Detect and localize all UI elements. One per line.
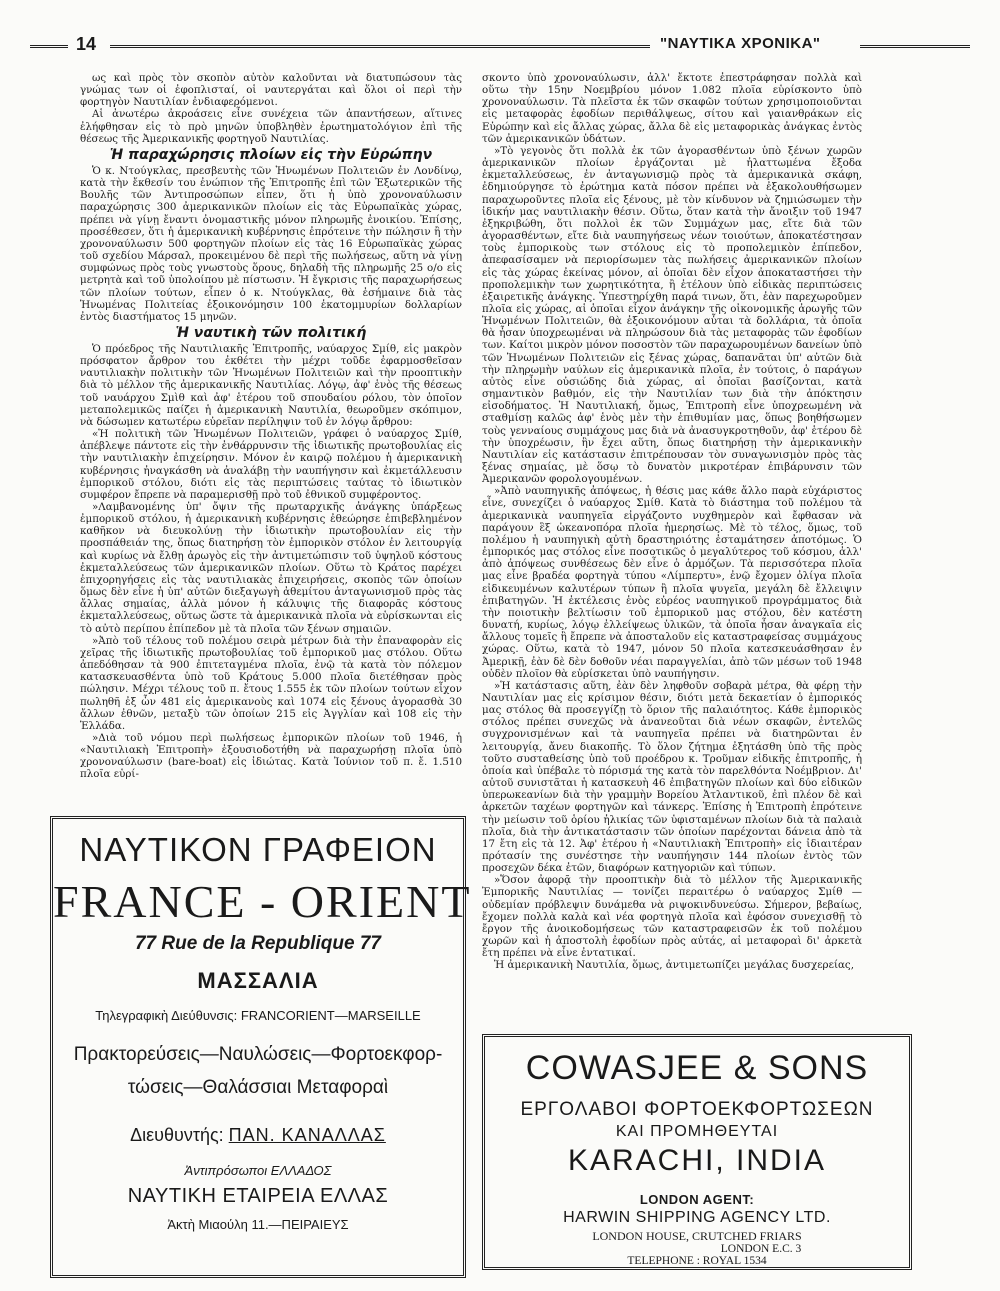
ad-title: ΝΑΥΤΙΚΟΝ ΓΡΑΦΕΙΟΝ [79, 831, 437, 868]
article-paragraph: »Ἡ κατάστασις αὕτη, ἐὰν δὲν ληφθοῦν σοβαρὰ μέτρα, θὰ φέρῃ τὴν Ναυτιλίαν μας εἰς κρίσιμον θέσιν, διότι μετὰ δεκαετίαν ὁ ἐμπορικός μας στόλος θὰ προσεγγίζῃ τὸ ὅριον τῆς παλαιότητος. Κάθε ἐμπορικὸς στόλος πρέπει συνεχῶς νὰ ἀνανεοῦται διὰ νέων σκαφῶν, ἐντελῶς συγχρονισμένων καὶ τὰ ναυπηγεῖα πρέπει νὰ διατηρῶνται ἐν λειτουργίᾳ, ἄνευ διακοπῆς. Τὸ ὅλον ζήτημα ἐξητάσθη ὑπὸ τῆς πρὸς τοῦτο συσταθείσης ὑπὸ τοῦ προέδρου κ. Τροῦμαν εἰδικῆς ἐπιτροπῆς, ἡ ὁποία καὶ ὑπέβαλε τὸ πόρισμά της κατὰ τὸν παρελθόντα Νοέμβριον. Δι' αὐτοῦ συνιστᾶται ἡ κατασκευὴ 46 ἐπιβατηγῶν πλοίων καὶ δύο εἰδικῶν ὑπερωκεανίων διὰ τὴν γραμμὴν Βορείου Ἀτλαντικοῦ, ἐπὶ πλέον δὲ καὶ ἀρκετῶν ταχέων φορτηγῶν καὶ τάνκερς. Ἐπίσης ἡ Ἐπιτροπὴ ἐπρότεινε τὴν μείωσιν τοῦ ὁρίου ἡλικίας τῶν ὑφισταμένων πλοίων διὰ τὰ παλαιὰ πλοῖα, διὰ τὴν ἀντικατάστασιν τῶν ὁποίων παρέχονται δάνεια ἀπὸ τὰ 17 ἔτη εἰς τὰ 12. Ἀφ' ἑτέρου ἡ «Ναυτιλιακὴ Ἐπιτροπὴ» εἰς ἰδιαιτέραν πρότασίν της συνέστησε τὴν ναυπήγησιν 144 πλοίων ἐντὸς τῶν προσεχῶν δέκα ἐτῶν, διαφόρων κατηγοριῶν καὶ τύπων. [482, 679, 862, 875]
article-paragraph: »Τὸ γεγονὸς ὅτι πολλὰ ἐκ τῶν ἀγορασθέντων ὑπὸ ξένων χωρῶν ἀμερικανικῶν πλοίων ἐργάζονται μὲ ἠλαττωμένα ἔξοδα ἐκμεταλλεύσεως, ἐν ἀνταγωνισμῷ πρὸς τὰ ἀμερικανικὰ σκάφη, ἐδημιούργησε τὸ ἐρώτημα κατὰ πόσον πρέπει νὰ ἐξακολουθήσωμεν παραχωροῦντες πλοῖα εἰς ξένους, μὲ τὸν κίνδυνον νὰ ζημιώσωμεν τὴν ἰδικήν μας ναυτιλιακὴν θέσιν. Οὕτω, ὅταν κατὰ τὴν ἄνοιξιν τοῦ 1947 ἐξηκριβώθη, ὅτι πολλοὶ ἐκ τῶν Συμμάχων μας, εἴτε διὰ τῶν ἀγορασθέντων, εἴτε διὰ ναυπηγήσεως νέων τοιούτων, ἀποκατέστησαν τοὺς ἐμπορικοὺς των στόλους εἰς τὸ προπολεμικὸν ἐπίπεδον, ἀπεφασίσαμεν νὰ περιορίσωμεν τὰς πωλήσεις ἀμερικανικῶν πλοίων εἰς τὰς χώρας ἐκείνας μόνον, αἱ ὁποῖαι δὲν εἶχον ἀποκαταστήσει τὴν προπολεμικὴν των χωρητικότητα, ἢ ἑτέλουν ὑπὸ εἰδικὰς περιπτώσεις ἐξαιρετικῆς ἀνάγκης. Ὑπεστηρίχθη παρά τινων, ὅτι, ἐὰν παρεχωροῦμεν πλοῖα εἰς χώρας, αἱ ὁποῖαι εἶχον ἀνάγκην τῆς οἰκονομικῆς ἀρωγῆς τῶν Ἡνωμένων Πολιτειῶν, θὰ ἐξοικονόμουν αὗται τὰ δολλάρια, τὰ ὁποῖα θὰ ἦσαν ὑποχρεωμέναι νὰ πληρώσουν διὰ τὰς μεταφορὰς τῶν ἐφοδίων των. Καίτοι μικρὸν μόνον ποσοστὸν τῶν παραχωρουμένων δανείων ὑπὸ τῶν Ἡνωμένων Πολιτειῶν εἰς ξένας χώρας, δαπανᾶται ὑπ' αὐτῶν διὰ τὴν πληρωμὴν ναύλων εἰς ἀμερικανικὰ πλοῖα, ἐν τούτοις, ὁ παράγων αὐτὸς εἶνε οὐσιώδης διὰ χώρας, αἱ ὁποῖαι βασίζονται, κατὰ σημαντικὸν βαθμόν, εἰς τὴν Ναυτιλίαν των διὰ τὴν ἀπόκτησιν εἰσοδήματος. Ἡ Ναυτιλιακή, ὅμως, Ἐπιτροπὴ εἶνε ὑποχρεωμένη νὰ σταθμίσῃ καλῶς ἀφ' ἑνὸς μὲν τὴν ἐπιθυμίαν μας, ὅπως βοηθήσωμεν τοὺς γενναίους συμμάχους μας διὰ νὰ ἀνασυγκροτηθοῦν, ἀφ' ἑτέρου δὲ τὴν ὑποχρέωσιν, ἣν ἔχει αὕτη, ὅπως διατηρήσῃ τὴν ἀμερικανικὴν Ναυτιλίαν εἰς κατάστασιν ἐπιτρέπουσαν τὸν συναγωνισμὸν πρὸς τὰς ξένας σημαίας, μὲ ὅσῳ τὸ δυνατὸν μικροτέραν ἐπιβάρυνσιν τῶν Ἀμερικανῶν φορολογουμένων. [482, 144, 862, 486]
article-paragraph: Ὁ κ. Ντούγκλας, πρεσβευτὴς τῶν Ἡνωμένων Πολιτειῶν ἐν Λονδίνῳ, κατὰ τὴν ἔκθεσίν του ἐνώπιον τῆς Ἐπιτροπῆς ἐπὶ τῶν Ἐξωτερικῶν τῆς Βουλῆς τῶν Ἀντιπροσώπων εἶπεν, ὅτι ἡ ὑπὸ χρονοναύλωσιν παραχώρησις 300 ἀμερικανικῶν πλοίων εἰς τὰς Εὐρωπαϊκὰς χώρας, πρέπει νὰ γίνῃ ἔναντι ὀνομαστικῆς μόνον πληρωμῆς ἐνοικίου. Ἐπίσης, προσέθεσεν, ὅτι ἡ ἀμερικανικὴ κυβέρνησις ἐπρότεινε τὴν πώλησιν ἢ τὴν χρονοναύλωσιν 500 φορτηγῶν πλοίων εἰς τὰς 16 Εὐρωπαϊκὰς χώρας τοῦ σχεδίου Μάρσαλ, προκειμένου δὲ περὶ τῆς πωλήσεως, αὕτη νὰ γίνῃ συμφώνως πρὸς τοὺς γνωστοὺς ὅρους, δηλαδὴ τῆς πληρωμῆς 25 ο/ο εἰς μετρητὰ καὶ τοῦ ὑπολοίπου μὲ πίστωσιν. Ἡ ἔγκρισις τῆς παραχωρήσεως τῶν πλοίων τούτων, εἶπεν ὁ κ. Ντούγκλας, θὰ ἐσήμαινε διὰ τὰς Ἡνωμένας Πολιτείας ἐξοικονόμησιν 100 ἑκατομμυρίων δολλαρίων ἐντὸς διαστήματος 15 μηνῶν. [80, 164, 462, 323]
header-rule [30, 45, 68, 48]
telegraph-label: Τηλεγραφικὴ Διεύθυνσις: [95, 1008, 238, 1023]
page-number: 14 [76, 34, 97, 54]
article-paragraph: Αἱ ἀνωτέρω ἀκροάσεις εἶνε συνέχεια τῶν ἀπαντήσεων, αἵτινες ἐλήφθησαν εἰς τὸ πρὸ μηνῶν ὑποβληθὲν ἐρωτηματολόγιον ἐπὶ τῆς θέσεως τῆς Ἀμερικανικῆς φορτηγοῦ Ναυτιλίας. [80, 108, 462, 145]
ad-agency: HARWIN SHIPPING AGENCY LTD. [563, 1209, 831, 1226]
ad-services-line: Πρακτορεύσεις—Ναυλώσεις—Φορτοεκφορ- [73, 1044, 443, 1065]
ad-brand: FRANCE - ORIENT [53, 876, 472, 927]
article-paragraph: σκοντο ὑπὸ χρονοναύλωσιν, ἀλλ' ἔκτοτε ἐπεστράφησαν πολλὰ καὶ οὕτω τὴν 15ην Νοεμβρίου μόνον 1.082 πλοῖα εὑρίσκοντο ὑπὸ χρονοναύλωσιν. Τὰ πλεῖστα ἐκ τῶν σκαφῶν τούτων χρησιμοποιοῦνται εἰς μεταφορὰς ἐφοδίων περιθάλψεως, σίτου καὶ γαιανθράκων εἰς Εὐρώπην καὶ εἰς ἄλλας χώρας, ἄλλα δὲ εἰς μεταφορικὰς ἀνάγκας ἐντὸς τῶν ἀμερικανικῶν ὑδάτων. [482, 72, 862, 145]
section-heading: Ἡ ναυτικὴ τῶν πολιτική [175, 324, 367, 341]
article-paragraph: Ἡ ἀμερικανικὴ Ναυτιλία, ὅμως, ἀντιμετωπίζει μεγάλας δυσχερείας, [494, 959, 854, 972]
ad-agency-city: LONDON E.C. 3 [720, 1243, 802, 1255]
ad-director [53, 1125, 463, 1146]
ad-address: 77 Rue de la Republique 77 [134, 933, 382, 954]
ad-city: ΜΑΣΣΑΛΙΑ [197, 968, 319, 993]
ad-title: COWASJEE & SONS [525, 1049, 869, 1087]
article-paragraph: «Ἡ πολιτικὴ τῶν Ἡνωμένων Πολιτειῶν, γράφει ὁ ναύαρχος Σμίθ, ἀπέβλεψε πάντοτε εἰς τὴν ἐνθάρρυνσιν τῆς ἰδιωτικῆς πρωτοβουλίας εἰς τὴν ναυτιλιακὴν ἐπιχείρησιν. Μόνον ἐν καιρῷ πολέμου ἡ ἀμερικανικὴ κυβέρνησις ἠναγκάσθη νὰ ἀναλάβῃ τὴν ναυπήγησιν καὶ ἐκμετάλλευσιν ἐμπορικοῦ στόλου, διότι εἰς τὰς περιπτώσεις ταύτας τὸ ἰδιωτικὸν συμφέρον ἔπρεπε νὰ παραμερισθῇ πρὸ τοῦ ἐθνικοῦ συμφέροντος. [80, 428, 462, 501]
ad-agent-label: LONDON AGENT: [639, 1192, 755, 1207]
ad-subtitle: ΕΡΓΟΛΑΒΟΙ ΦΟΡΤΟΕΚΦΟΡΤΩΣΕΩΝ [520, 1099, 874, 1120]
article-paragraph: ως καὶ πρὸς τὸν σκοπὸν αὐτὸν καλοῦνται νὰ διατυπώσουν τὰς γνώμας των οἱ ἐφοπλισταί, οἱ ναυτεργάται καὶ ὅλοι οἱ περὶ τὴν φορτηγὸν Ναυτιλίαν ἐνδιαφερόμενοι. [80, 72, 462, 109]
director-label: Διευθυντής: [130, 1125, 224, 1145]
article-paragraph: »Διὰ τοῦ νόμου περὶ πωλήσεως ἐμπορικῶν πλοίων τοῦ 1946, ἡ «Ναυτιλιακὴ Ἐπιτροπὴ» ἐξουσιοδοτήθη νὰ παραχωρήσῃ πλοῖα ὑπὸ χρονοναύλωσιν (bare-boat) εἰς ἰδιώτας. Κατὰ Ἰούνιον τοῦ π. ἔ. 1.510 πλοῖα εὑρί- [80, 731, 462, 781]
article-paragraph: »Ὅσον ἀφορᾷ τὴν προοπτικὴν διὰ τὸ μέλλον τῆς Ἀμερικανικῆς Ἐμπορικῆς Ναυτιλίας — τονίζει περαιτέρω ὁ ναύαρχος Σμίθ — οὐδεμίαν πρόβλεψιν δυνάμεθα νὰ ριψοκινδυνεύσω. Σήμερον, βεβαίως, ἔχομεν πολλὰ καλὰ καὶ νέα φορτηγὰ πλοῖα καὶ ἐφόσον συνεχισθῇ τὸ ἔργον τῆς ἀνοικοδομήσεως τῶν καταστραφεισῶν ἐκ τοῦ πολέμου χωρῶν καὶ ἡ ἀποστολὴ ἐφοδίων πρὸς αὐτάς, αἱ μεταφοραὶ δι' ἀρκετὰ ἔτη πρέπει νὰ εἶνε ἐντατικαί. [482, 874, 862, 960]
header-rule [860, 45, 970, 48]
right-column [482, 72, 862, 972]
section-heading: Ἡ παραχώρησις πλοίων εἰς τὴν Εὐρώπην [109, 146, 433, 163]
ad-company: ΝΑΥΤΙΚΗ ΕΤΑΙΡΕΙΑ ΕΛΛΑΣ [127, 1185, 389, 1207]
ad-company-address: Ἀκτὴ Μιαούλη 11.—ΠΕΙΡΑΙΕΥΣ [167, 1217, 349, 1232]
ad-representatives: Ἀντιπρόσωποι ΕΛΛΑΔΟΣ [184, 1163, 332, 1178]
ad-telephone: TELEPHONE : ROYAL 1534 [627, 1255, 767, 1267]
telegraph-value: FRANCORIENT—MARSEILLE [240, 1008, 421, 1023]
article-paragraph: »Ἀπὸ ναυπηγικῆς ἀπόψεως, ἡ θέσις μας κάθε ἄλλο παρὰ εὐχάριστος εἶνε, συνεχίζει ὁ ναύαρχος Σμίθ. Κατὰ τὸ διάστημα τοῦ πολέμου τὰ ἀμερικανικὰ ναυπηγεῖα εἰργάζοντο νυχθημερὸν καὶ ἔφθασαν νὰ παράγουν ἓξ ὠκεανοπόρα πλοῖα ἡμερησίως. Μὲ τὸ τέλος, ὅμως, τοῦ πολέμου ἡ ναυπηγικὴ αὐτὴ δραστηριότης ἐσταμάτησεν ἀποτόμως. Ὁ ἐμπορικός μας στόλος εἶνε ποσοτικῶς ὁ μεγαλύτερος τοῦ κόσμου, ἀλλ' ἀπὸ ἀπόψεως συνθέσεως δὲν εἶνε ὁ ἁρμόζων. Τὰ περισσότερα πλοῖα μας εἶνε βραδέα φορτηγὰ τύπου «Λίμπερτυ», ἐνῷ ἔχομεν ὀλίγα πλοῖα εἰδικευμένων καλυτέρων τύπων ἢ πλοῖα ψυγεῖα, μεγάλη δὲ ἔλλειψιν ἐπιβατηγῶν. Ἡ ἐκτέλεσις ἑνὸς εὐρέος ναυπηγικοῦ προγράμματος διὰ τὴν ποιοτικὴν βελτίωσιν τοῦ ἐμπορικοῦ μας στόλου, δὲν κατέστη δυνατή, κυρίως, λόγῳ ἐλλείψεως ὑλικῶν, τὰ ὁποῖα ἦσαν ἀναγκαῖα εἰς ἄλλους τομεῖς ἢ ἔπρεπε νὰ ἀποσταλοῦν εἰς καταστραφείσας συμμάχους χώρας. Οὕτω, κατὰ τὸ 1947, μόνον 50 πλοῖα κατεσκευάσθησαν ἐν Ἀμερικῇ, ἐὰν δὲ δὲν δοθοῦν νέαι παραγγελίαι, ἀπὸ τῶν μέσων τοῦ 1948 οὐδὲν πλοῖον θὰ εὑρίσκεται ὑπὸ ναυπήγησιν. [482, 485, 862, 680]
director-name: ΠΑΝ. ΚΑΝΑΛΛΑΣ [228, 1125, 386, 1145]
page-header [30, 36, 970, 56]
article-paragraph: »Λαμβανομένης ὑπ' ὄψιν τῆς πρωταρχικῆς ἀνάγκης ὑπάρξεως ἐμπορικοῦ στόλου, ἡ ἀμερικανικὴ κυβέρνησις ἐθεώρησε ἐπιβεβλημένον καθῆκον νὰ διευκολύνῃ τὴν ἰδιωτικὴν πρωτοβουλίαν εἰς τὴν προσπάθειάν της, ὅπως διατηρήσῃ τὸν ἐμπορικὸν στόλον ἐν λειτουργίᾳ καὶ κυρίως νὰ ἔλθῃ ἀρωγὸς εἰς τὴν ἀντιμετώπισιν τοῦ ὑψηλοῦ κόστους ἐκμεταλλεύσεως τῶν ἀμερικανικῶν πλοίων. Οὕτω τὸ Κράτος παρέχει ἐπιχορηγήσεις εἰς τὰς ναυτιλιακὰς ἐπιχειρήσεις, σκοπὸς τῶν ὁποίων ὅμως δὲν εἶνε ἡ ὑπ' αὐτῶν διεξαγωγὴ ἀθεμίτου ἀνταγωνισμοῦ πρὸς τὰς ἄλλας σημαίας, ἀλλὰ μόνον ἡ κάλυψις τῆς διαφορᾶς κόστους ἐκμεταλλεύσεως, οὕτως ὥστε τὰ ἀμερικανικὰ πλοῖα νὰ εὑρίσκωνται εἰς τὸ αὐτὸ περίπου ἐπίπεδον μὲ τὰ πλοῖα τῶν ξένων σημαιῶν. [80, 501, 462, 635]
journal-title: "ΝΑΥΤΙΚΑ ΧΡΟΝΙΚΑ" [660, 35, 821, 52]
ad-city: KARACHI, INDIA [567, 1144, 827, 1177]
ad-agency-address: LONDON HOUSE, CRUTCHED FRIARS [592, 1229, 802, 1243]
ad-subtitle: ΚΑΙ ΠΡΟΜΗΘΕΥΤΑΙ [615, 1123, 779, 1140]
article-paragraph: »Ἀπὸ τοῦ τέλους τοῦ πολέμου σειρὰ μέτρων διὰ τὴν ἐπαναφορὰν εἰς χεῖρας τῆς ἰδιωτικῆς πρωτοβουλίας τοῦ ἐμπορικοῦ μας στόλου. Οὕτω ἀπεδόθησαν τὰ 900 ἐπιτεταγμένα πλοῖα, ἐνῷ τὰ κατὰ τὸν πόλεμον κατασκευασθέντα ὑπὸ τοῦ Κράτους 5.000 πλοῖα διετέθησαν πρὸς πώλησιν. Μέχρι τέλους τοῦ π. ἔτους 1.555 ἐκ τῶν πλοίων τούτων εἶχον πωληθῆ ἐξ ὧν 481 εἰς ἀμερικανοὺς καὶ 1074 εἰς ξένους ἀγορασθὰ 30 ἄλλων ἐθνῶν, μεταξὺ τῶν ὁποίων 215 εἰς Ἀγγλίαν καὶ 108 εἰς τὴν Ἑλλάδα. [80, 634, 462, 732]
ad-telegraph [53, 1008, 463, 1023]
header-rule [110, 45, 650, 48]
left-column [80, 72, 462, 781]
ad-services-line: τώσεις—Θαλάσσιαι Μεταφοραὶ [127, 1077, 389, 1098]
france-orient-advertisement [50, 816, 472, 1278]
cowasjee-advertisement [482, 1034, 912, 1270]
article-paragraph: Ὁ πρόεδρος τῆς Ναυτιλιακῆς Ἐπιτροπῆς, ναύαρχος Σμίθ, εἰς μακρὸν πρόσφατον ἄρθρον του ἐκθέτει τὴν μέχρι τοῦδε ἐφαρμοσθεῖσαν ναυτιλιακὴν πολιτικὴν τῶν Ἡνωμένων Πολιτειῶν καὶ τὴν προοπτικὴν διὰ τὸ μέλλον τῆς ἀμερικανικῆς Ναυτιλίας. Λόγῳ, ἀφ' ἑνὸς τῆς θέσεως τοῦ ναυάρχου Σμὶθ καὶ ἀφ' ἑτέρου τοῦ σπουδαίου ρόλου, τὸν ὁποῖον μεταπολεμικῶς παίζει ἡ ἀμερικανικὴ Ναυτιλία, θεωροῦμεν σκόπιμον, νὰ δώσωμεν κατωτέρω εὐρεῖαν περίληψιν τοῦ ἐν λόγῳ ἄρθρου: [80, 342, 462, 428]
